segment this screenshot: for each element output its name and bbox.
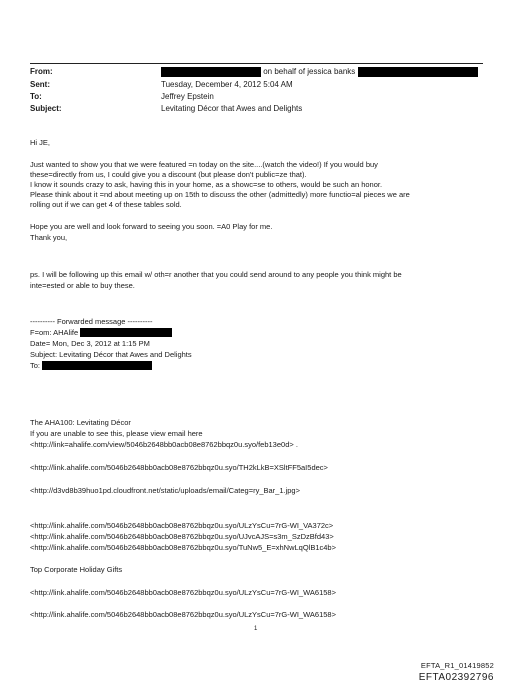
image-link[interactable]: <http://d3vd8b39huo1pd.cloudfront.net/static/uploads/email/Categ=ry_Bar_1.jpg> — [30, 486, 300, 495]
from-value — [161, 67, 478, 77]
header-divider — [30, 63, 483, 64]
section-title: Top Corporate Holiday Gifts — [30, 565, 123, 574]
body-line: I know it sounds crazy to ask, having this in your home, as a showc=se to others, would be such an honor. — [30, 180, 383, 189]
to-value: Jeffrey Epstein — [161, 92, 214, 101]
body-line: Please think about it =nd about meeting up on 15th to discuss the other (admittedly) more functio=al pieces we are — [30, 190, 410, 199]
page-number: 1 — [254, 626, 258, 632]
redaction-bar — [42, 361, 152, 370]
ps-line: ps. I will be following up this email w/ oth=r another that you could send around to any people you think might be — [30, 270, 402, 279]
forwarded-to-text: To: — [30, 361, 41, 370]
view-link[interactable]: <http://link=ahalife.com/view/5046b2648bb0acb08e8762bbqz0u.syo/feb13e0d> . — [30, 440, 298, 449]
body-line: Thank you, — [30, 233, 68, 242]
newsletter-link[interactable]: <http://link.ahalife.com/5046b2648bb0acb08e8762bbqz0u.syo/ULzYsCu=7rG-WI_WA6158> — [30, 610, 336, 619]
to-label: To: — [30, 92, 42, 101]
sent-label: Sent: — [30, 80, 50, 89]
redaction-bar — [358, 67, 478, 77]
body-line: these=directly from us, I could give you a discount (but please don't public=ze that). — [30, 170, 307, 179]
sent-value: Tuesday, December 4, 2012 5:04 AM — [161, 80, 293, 89]
newsletter-link[interactable]: <http://link.ahalife.com/5046b2648bb0acb08e8762bbqz0u.syo/TuNw5_E=xhNwLqQlB1c4b> — [30, 543, 336, 552]
subject-label: Subject: — [30, 104, 62, 113]
newsletter-view-line: If you are unable to see this, please view email here — [30, 429, 203, 438]
subject-value: Levitating Décor that Awes and Delights — [161, 104, 303, 113]
body-line: Just wanted to show you that we were featured =n today on the site....(watch the video!) If you would buy — [30, 160, 378, 169]
newsletter-link[interactable]: <http://link.ahalife.com/5046b2648bb0acb08e8762bbqz0u.syo/ULzYsCu=7rG-WI_VA372c> — [30, 521, 334, 530]
newsletter-link[interactable]: <http://link.ahalife.com/5046b2648bb0acb08e8762bbqz0u.syo/ULzYsCu=7rG-WI_WA6158> — [30, 588, 336, 597]
body-line: Hope you are well and look forward to seeing you soon. =A0 Play for me. — [30, 222, 273, 231]
body-line: rolling out if we can get 4 of these tables sold. — [30, 200, 182, 209]
greeting: Hi JE, — [30, 138, 51, 147]
document-reference-large: EFTA02392796 — [418, 672, 494, 683]
ps-line: inte=ested or able to buy these. — [30, 281, 135, 290]
forwarded-marker: ---------- Forwarded message ---------- — [30, 317, 153, 326]
forwarded-date: Date= Mon, Dec 3, 2012 at 1:15 PM — [30, 339, 150, 348]
from-suffix: on behalf of jessica banks — [263, 67, 356, 76]
forwarded-to — [30, 361, 152, 371]
document-reference-small: EFTA_R1_01419852 — [420, 661, 494, 670]
forwarded-subject: Subject: Levitating Décor that Awes and Delights — [30, 350, 192, 359]
redaction-bar — [80, 328, 172, 337]
forwarded-from-text: F=om: AHAlife — [30, 328, 79, 337]
newsletter-link[interactable]: <http://link.ahalife.com/5046b2648bb0acb08e8762bbqz0u.syo/TH2kLkB=XSltFF5aI5dec> — [30, 463, 328, 472]
redaction-bar — [161, 67, 261, 77]
newsletter-link[interactable]: <http://link.ahalife.com/5046b2648bb0acb08e8762bbqz0u.syo/UJvcAJS=s3m_SzDzBfd43> — [30, 532, 334, 541]
forwarded-from — [30, 328, 172, 338]
newsletter-title: The AHA100: Levitating Décor — [30, 418, 131, 427]
from-label: From: — [30, 67, 53, 76]
